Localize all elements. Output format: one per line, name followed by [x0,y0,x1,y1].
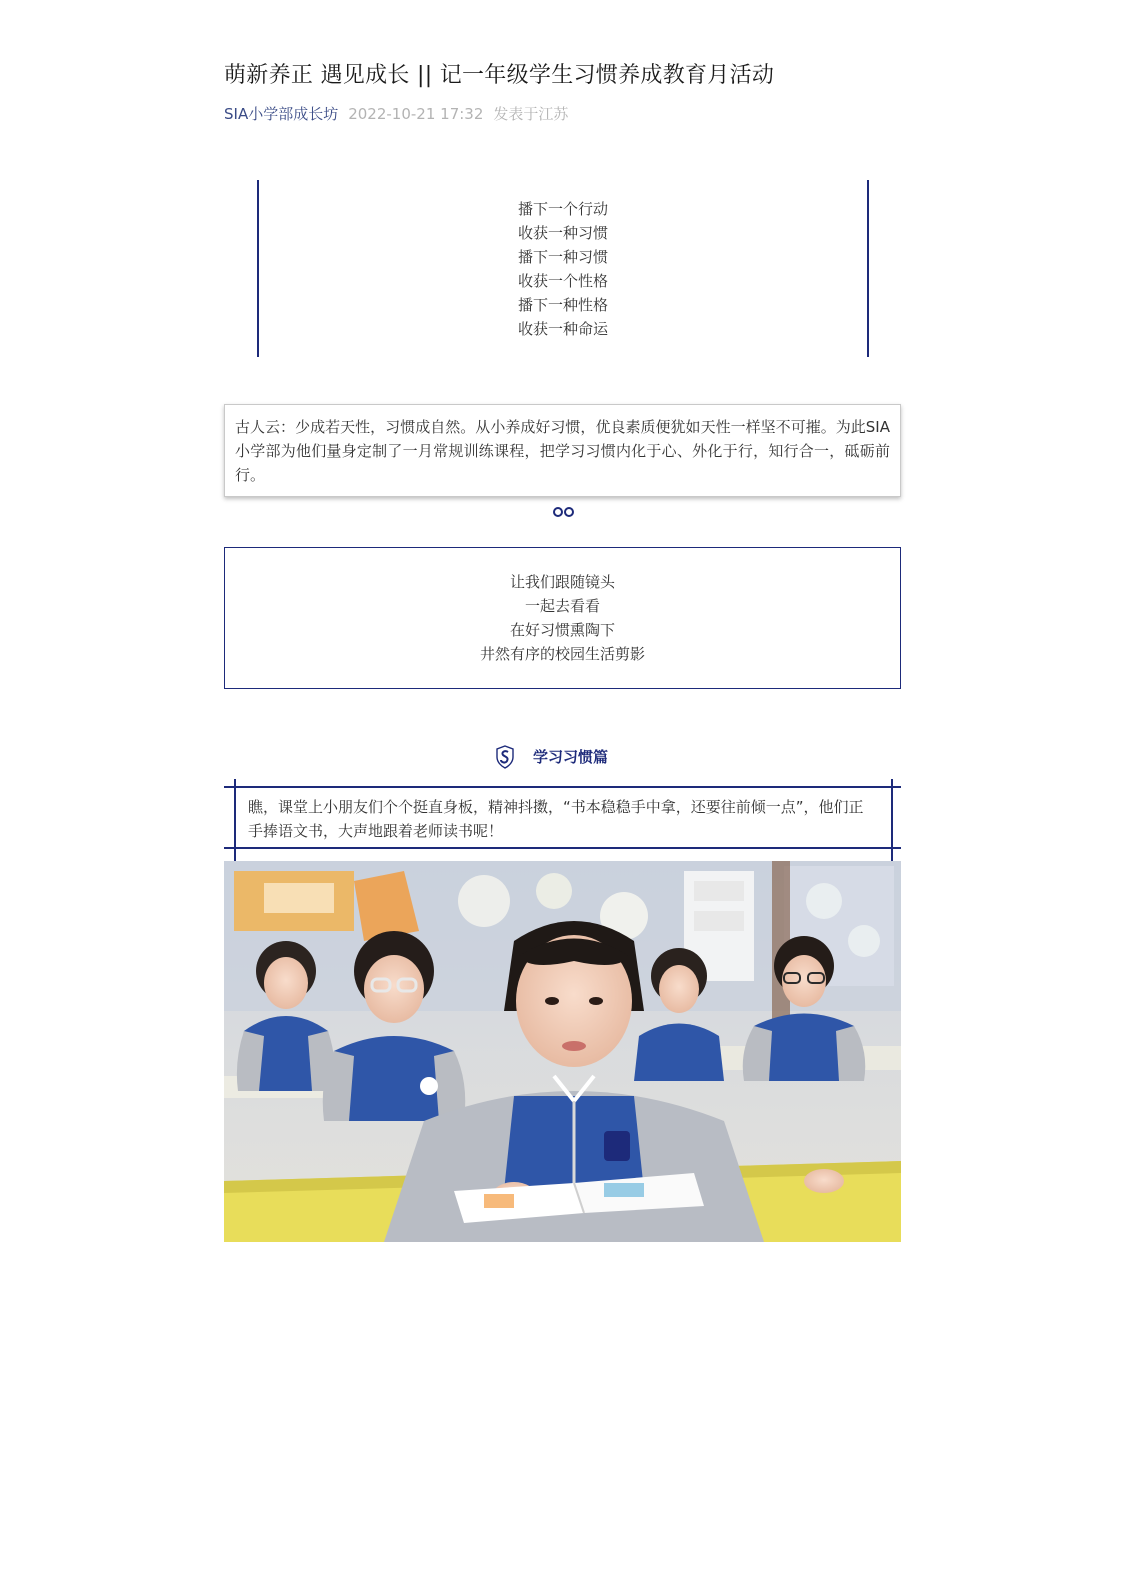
section-paragraph: 瞧，课堂上小朋友们个个挺直身板，精神抖擞，“书本稳稳手中拿，还要往前倾一点”，他们正手捧语文书，大声地跟着老师读书呢！ [248,798,864,840]
publish-location: 发表于江苏 [493,105,569,123]
camera-intro-lines [225,570,900,666]
ornament-circle [564,507,574,517]
article-title: 萌新养正 遇见成长 || 记一年级学生习惯养成教育月活动 [224,63,775,88]
quote-card [224,404,901,497]
poem-lines [257,197,869,341]
poem-block [257,180,869,357]
poem-line: 收获一种习惯 [517,224,608,242]
frame-top-line [224,786,901,788]
camera-intro-box [224,547,901,689]
article-meta [224,103,568,124]
ornament-circle [553,507,563,517]
poem-line: 播下一种性格 [517,296,608,314]
poem-line: 收获一个性格 [517,272,608,290]
school-crest-icon [495,745,515,769]
author-link[interactable]: SIA小学部成长坊 [224,105,339,123]
frame-left-line [234,779,236,861]
publish-date: 2022-10-21 17:32 [348,105,484,123]
section-title: 学习习惯篇 [533,748,609,766]
double-circle-ornament [553,507,575,517]
poem-line: 播下一个行动 [517,200,608,218]
camera-line: 在好习惯熏陶下 [509,621,615,639]
classroom-reading-photo[interactable] [224,861,901,1242]
quote-text: 古人云：少成若天性，习惯成自然。从小养成好习惯，优良素质便犹如天性一样坚不可摧。为此SIA小学部为他们量身定制了一月常规训练课程，把学习习惯内化于心、外化于行，知行合一，砥砺前行。 [235,418,890,484]
frame-right-line [891,779,893,861]
camera-line: 井然有序的校园生活剪影 [479,645,645,663]
poem-line: 收获一种命运 [517,320,608,338]
camera-line: 让我们跟随镜头 [509,573,615,591]
frame-bottom-line [224,847,901,849]
camera-line: 一起去看看 [524,597,600,615]
section-paragraph-frame [224,779,901,861]
poem-line: 播下一种习惯 [517,248,608,266]
